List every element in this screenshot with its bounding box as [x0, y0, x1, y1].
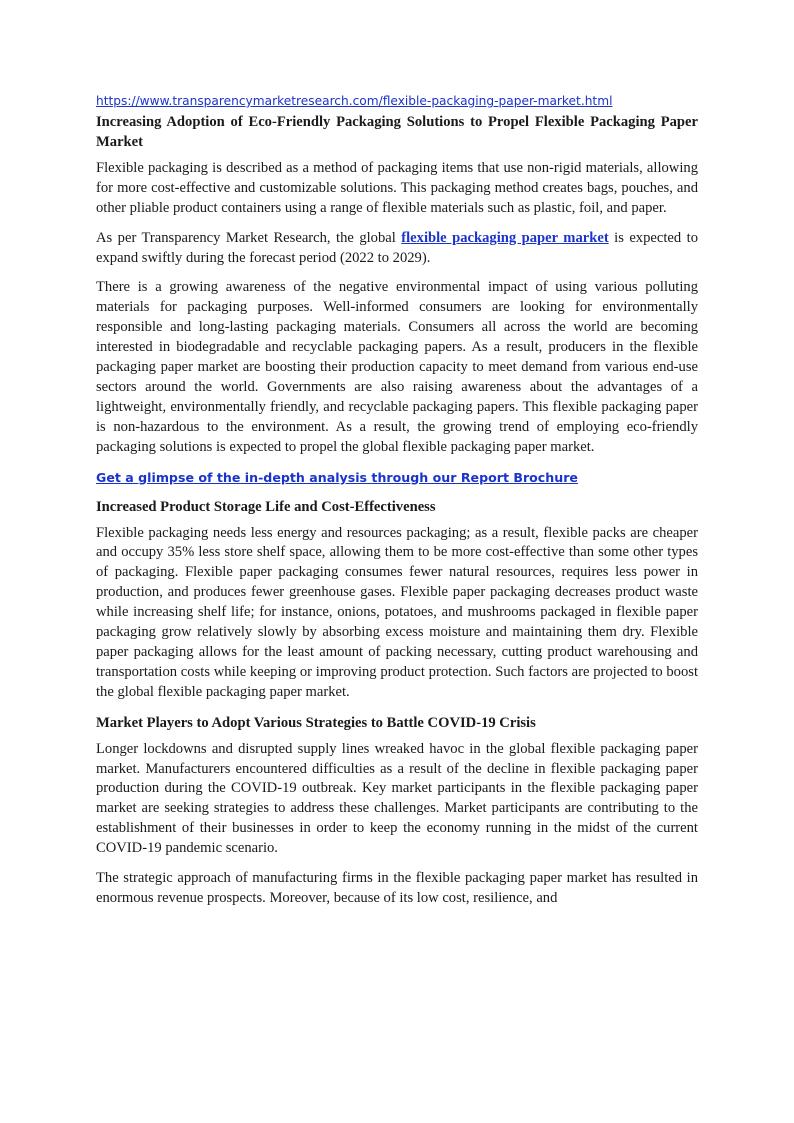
flexible-packaging-paper-market-link[interactable]: flexible packaging paper market — [401, 229, 609, 246]
document-page — [96, 92, 698, 919]
section-heading-storage-life: Increased Product Storage Life and Cost-Effectiveness — [96, 498, 436, 515]
paragraph-forecast-text-before: As per Transparency Market Research, the global — [96, 229, 402, 246]
paragraph-cost-effectiveness: Flexible packaging needs less energy and resources packaging; as a result, flexible packs are cheaper and occupy 35% less store shelf space, allowing them to be more cost-effective than some other types of packaging. Flexible paper packaging consumes fewer natural resources, requires less power in production, and produces fewer greenhouse gases. Flexible paper packaging decreases product waste while increasing shelf life; for instance, onions, potatoes, and mushrooms packaged in flexible paper packaging grow relatively slowly by absorbing excess moisture and maintaining them dry. Flexible paper packaging allows for the least amount of packing necessary, cutting product warehousing and transportation costs while keeping or improving product protection. Such factors are projected to boost the global flexible packaging paper market. — [96, 524, 698, 700]
paragraph-definition: Flexible packaging is described as a method of packaging items that use non-rigid materials, allowing for more cost-effective and customizable solutions. This packaging method creates bags, pouches, and other pliable product containers using a range of flexible materials such as plastic, foil, and paper. — [96, 159, 698, 216]
paragraph-forecast — [96, 229, 698, 269]
paragraph-lockdowns: Longer lockdowns and disrupted supply lines wreaked havoc in the global flexible packaging paper market. Manufacturers encountered difficulties as a result of the decline in flexible packaging paper production during the COVID-19 outbreak. Key market participants in the flexible packaging paper market are seeking strategies to address these challenges. Market participants are contributing to the establishment of their businesses in order to keep the economy running in the midst of the current COVID-19 pandemic scenario. — [96, 740, 698, 857]
paragraph-forecast-text-after: is expected to expand swiftly during the forecast period (2022 to 2029). — [96, 229, 698, 266]
source-url-link[interactable]: https://www.transparencymarketresearch.com/flexible-packaging-paper-market.html — [96, 94, 613, 108]
section-heading-covid-strategies: Market Players to Adopt Various Strategies to Battle COVID-19 Crisis — [96, 714, 536, 731]
paragraph-strategic-approach: The strategic approach of manufacturing firms in the flexible packaging paper market has resulted in enormous revenue prospects. Moreover, because of its low cost, resilience, and — [96, 870, 698, 906]
paragraph-awareness: There is a growing awareness of the negative environmental impact of using various polluting materials for packaging purposes. Well-informed consumers are looking for environmentally responsible and long-lasting packaging materials. Consumers all across the world are becoming interested in biodegradable and recyclable packaging papers. As a result, producers in the flexible packaging paper market are boosting their production capacity to meet demand from various end-use sectors around the world. Governments are also raising awareness about the advantages of a lightweight, environmentally friendly, and recyclable packaging papers. This flexible packaging paper is non-hazardous to the environment. As a result, the growing trend of employing eco-friendly packaging solutions is expected to propel the global flexible packaging paper market. — [96, 279, 698, 455]
report-brochure-link[interactable]: Get a glimpse of the in-depth analysis through our Report Brochure — [96, 469, 578, 485]
section-heading-eco-friendly: Increasing Adoption of Eco-Friendly Packaging Solutions to Propel Flexible Packaging Paper Market — [96, 113, 698, 150]
